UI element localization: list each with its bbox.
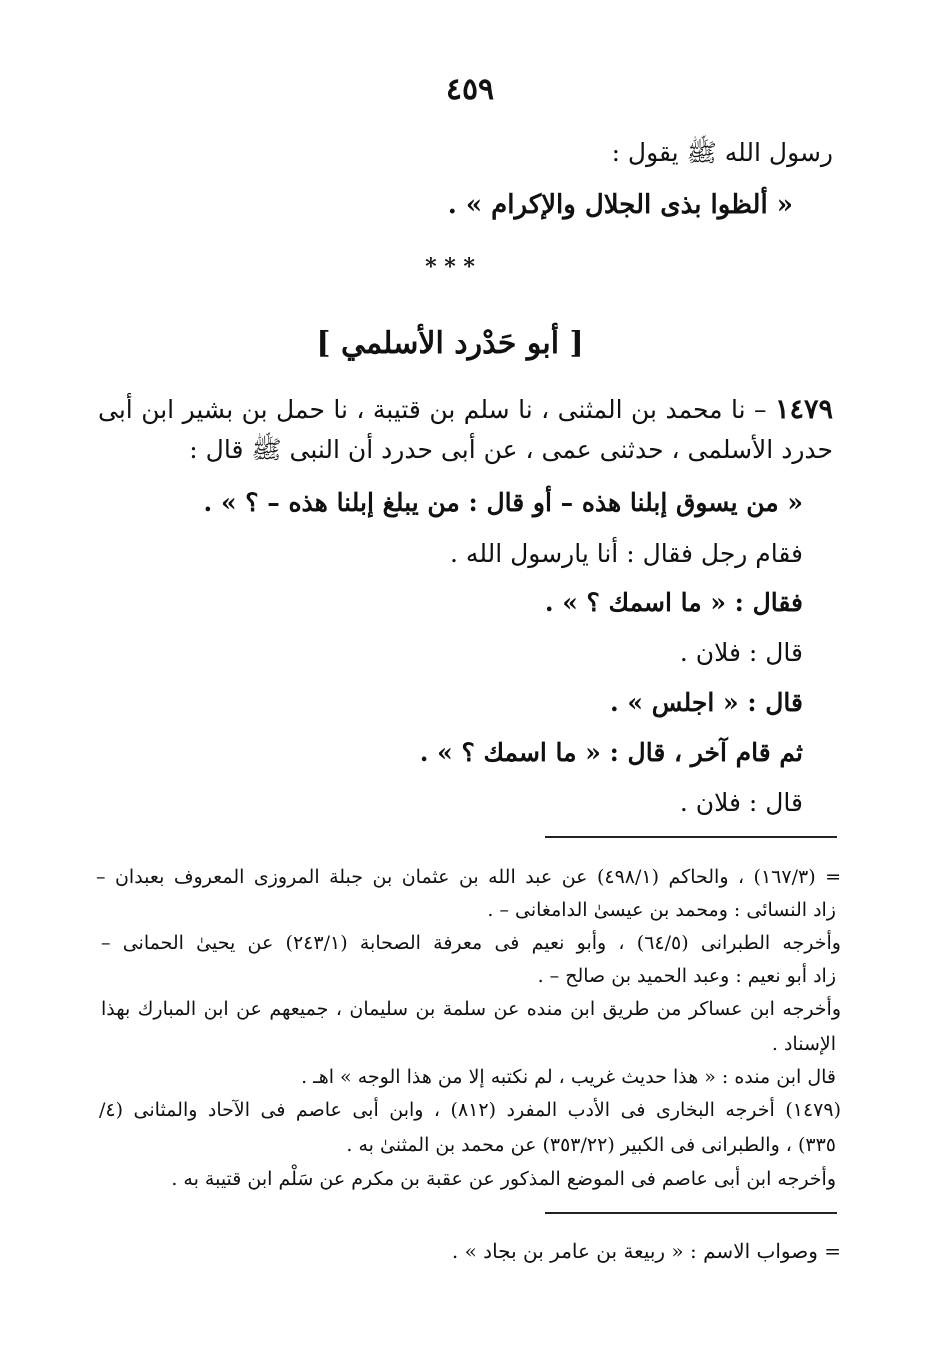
footnote-rule — [545, 836, 837, 838]
section-separator: * * * — [425, 254, 475, 280]
bottom-note-rule — [545, 1212, 837, 1214]
footnote-line: ٣٣٥) ، والطبرانى فى الكبير (٣٥٣/٢٢) عن محمد بن المثنىٰ به . — [346, 1134, 836, 1156]
footnote-line: وأخرجه ابن أبى عاصم فى الموضع المذكور عن عقبة بن مكرم عن سَلْم ابن قتيبة به . — [171, 1168, 836, 1190]
footnote-line: قال ابن منده : « هذا حديث غريب ، لم نكتبه إلا من هذا الوجه » اهـ . — [301, 1066, 836, 1088]
hadith-line-1 — [98, 393, 833, 427]
intro-quote-line: « ألظوا بذى الجلال والإكرام » . — [447, 190, 793, 220]
intro-line-1: رسول الله ﷺ يقول : — [611, 138, 833, 167]
footnote-line: = (١٦٧/٣) ، والحاكم (٤٩٨/١) عن عبد الله بن عثمان بن جبلة المروزى المعروف بعبدان – — [96, 866, 841, 888]
hadith-line-8: ثم قام آخر ، قال : « ما اسمك ؟ » . — [419, 738, 803, 767]
hadith-line-3: « من يسوق إبلنا هذه – أو قال : من يبلغ إبلنا هذه – ؟ » . — [203, 488, 803, 517]
hadith-line-5: فقال : « ما اسمك ؟ » . — [544, 588, 803, 617]
hadith-line-7: قال : « اجلس » . — [610, 688, 803, 717]
hadith-line-4: فقام رجل فقال : أنا يارسول الله . — [450, 539, 803, 568]
footnote-line: (١٤٧٩) أخرجه البخارى فى الأدب المفرد (٨١٢) ، وابن أبى عاصم فى الآحاد والمثانى (٤/ — [99, 1099, 841, 1121]
hadith-line-9: قال : فلان . — [679, 788, 803, 817]
page-number: ٤٥٩ — [445, 72, 495, 107]
footnote-line: زاد أبو نعيم : وعبد الحميد بن صالح – . — [537, 965, 836, 987]
footnote-line: زاد النسائى : ومحمد بن عيسىٰ الدامغانى – . — [487, 899, 836, 921]
footnote-line: وأخرجه ابن عساكر من طريق ابن منده عن سلمة بن سليمان ، جميعهم عن ابن المبارك بهذا — [101, 998, 841, 1020]
section-heading: [ أبو حَدْرد الأسلمي ] — [316, 326, 584, 361]
hadith-isnad-start: – نا محمد بن المثنى ، نا سلم بن قتيبة ، نا حمل بن بشير ابن أبى — [98, 395, 775, 424]
hadith-line-2: حدرد الأسلمى ، حدثنى عمى ، عن أبى حدرد أن النبى ﷺ قال : — [189, 435, 833, 464]
footnote-line: الإسناد . — [771, 1033, 836, 1055]
hadith-line-6: قال : فلان . — [679, 638, 803, 667]
bottom-note: = وصواب الاسم : « ربيعة بن عامر بن بجاد » . — [451, 1239, 841, 1263]
hadith-number: ١٤٧٩ — [774, 394, 833, 425]
footnote-line: وأخرجه الطبرانى (٦٤/٥) ، وأبو نعيم فى معرفة الصحابة (٢٤٣/١) عن يحيىٰ الحمانى – — [101, 932, 841, 954]
